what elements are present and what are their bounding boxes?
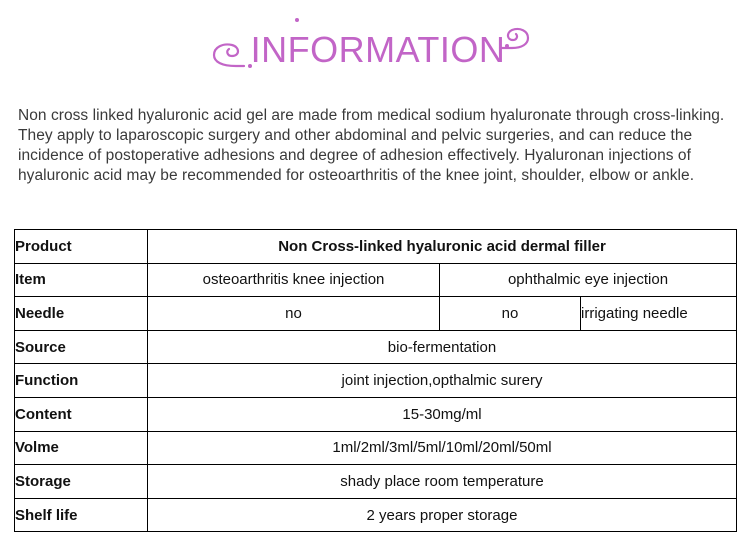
value-needle-1: no	[148, 297, 440, 331]
value-product: Non Cross-linked hyaluronic acid dermal filler	[148, 230, 737, 264]
value-shelf-life: 2 years proper storage	[148, 498, 737, 532]
table-row-storage	[15, 465, 737, 499]
table-row-needle	[15, 297, 737, 331]
label-shelf-life: Shelf life	[15, 498, 148, 532]
label-function: Function	[15, 364, 148, 398]
spec-table	[14, 229, 737, 532]
table-row-product	[15, 230, 737, 264]
label-product: Product	[15, 230, 148, 264]
value-needle-2: no	[440, 297, 581, 331]
label-storage: Storage	[15, 465, 148, 499]
left-swirl	[214, 44, 244, 66]
value-volume: 1ml/2ml/3ml/5ml/10ml/20ml/50ml	[148, 431, 737, 465]
label-source: Source	[15, 330, 148, 364]
table-row-item	[15, 263, 737, 297]
table-row-shelf-life	[15, 498, 737, 532]
value-item-1: osteoarthritis knee injection	[148, 263, 440, 297]
dot-top-right	[295, 18, 299, 22]
table-row-source	[15, 330, 737, 364]
label-needle: Needle	[15, 297, 148, 331]
table-row-function	[15, 364, 737, 398]
value-source: bio-fermentation	[148, 330, 737, 364]
intro-paragraph: Non cross linked hyaluronic acid gel are made from medical sodium hyaluronate through cross-linking. They apply to laparoscopic surgery and other abdominal and pelvic surgeries, and can reduce the incidence of postoperative adhesions and degree of adhesion effectively. Hyaluronan injections of hyaluronic acid may be recommended for osteoarthritis of the knee joint, shoulder, elbow or ankle.	[18, 107, 725, 184]
value-item-2: ophthalmic eye injection	[440, 263, 737, 297]
label-content: Content	[15, 397, 148, 431]
table-row-volume	[15, 431, 737, 465]
value-needle-3: irrigating needle	[581, 297, 737, 331]
label-volume: Volme	[15, 431, 148, 465]
header-banner	[0, 0, 750, 90]
page-title: INFORMATION	[250, 29, 506, 70]
table-row-content	[15, 397, 737, 431]
value-storage: shady place room temperature	[148, 465, 737, 499]
value-function: joint injection,opthalmic surery	[148, 364, 737, 398]
label-item: Item	[15, 263, 148, 297]
value-content: 15-30mg/ml	[148, 397, 737, 431]
